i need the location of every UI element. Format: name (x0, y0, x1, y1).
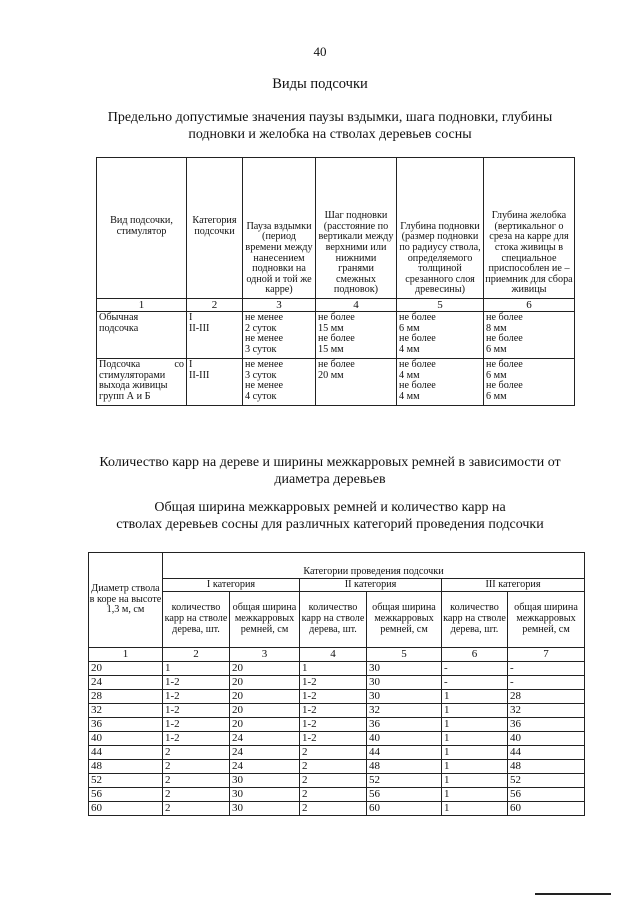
tapping-type-text: выхода живицы (99, 380, 168, 392)
header-category-1: I категория (163, 579, 300, 592)
value-cell: 24 (230, 760, 300, 774)
value-cell: 52 (367, 774, 442, 788)
value-cell: 32 (508, 704, 585, 718)
value-cell: 1-2 (300, 718, 367, 732)
value-cell: 60 (508, 802, 585, 816)
tapping-type-cell (97, 359, 187, 406)
depth-cell (397, 359, 484, 406)
col-number: 3 (230, 648, 300, 662)
category-value: II-III (189, 322, 210, 334)
tapping-type-text: Обычная (99, 312, 139, 323)
value-cell: 1 (442, 746, 508, 760)
table-row (89, 760, 585, 774)
value-cell: 20 (230, 690, 300, 704)
tapping-type-text: групп А и Б (99, 390, 151, 402)
value-cell: 60 (367, 802, 442, 816)
value-cell: 30 (367, 690, 442, 704)
step-value: 15 мм (318, 322, 344, 334)
value-cell: 1 (442, 704, 508, 718)
table-row (89, 704, 585, 718)
header-step: Шаг подновки (расстояние по вертикали между верхними или нижними гранями смежных подновок) (316, 158, 397, 299)
header-type: Вид подсочки, стимулятор (97, 158, 187, 299)
pause-value: 2 суток (245, 322, 277, 334)
header-carre-count: количество карр на стволе дерева, шт. (300, 592, 367, 648)
value-cell: 2 (163, 760, 230, 774)
col-number: 2 (163, 648, 230, 662)
header-pause: Пауза вздымки (период времени между нанесением подновки на одной и той же карре) (243, 158, 316, 299)
depth-value: не более (399, 380, 436, 392)
diameter-cell: 44 (89, 746, 163, 760)
pause-value: не менее (245, 359, 283, 370)
table2-title-line2: стволах деревьев сосны для различных категорий проведения подсочки (116, 517, 544, 532)
pause-value: 3 суток (245, 369, 277, 381)
diameter-cell: 36 (89, 718, 163, 732)
table2-body (89, 648, 585, 816)
value-cell: 1 (442, 690, 508, 704)
diameter-cell: 20 (89, 662, 163, 676)
table-row (97, 359, 575, 406)
step-value: 20 мм (318, 369, 344, 381)
value-cell: 1 (442, 788, 508, 802)
value-cell: 2 (163, 802, 230, 816)
table2-number-row (89, 648, 585, 662)
diameter-cell: 56 (89, 788, 163, 802)
table-row (89, 788, 585, 802)
value-cell: 30 (230, 788, 300, 802)
value-cell: 44 (508, 746, 585, 760)
step-value: не более (318, 359, 355, 370)
value-cell: 20 (230, 704, 300, 718)
col-number: 7 (508, 648, 585, 662)
table-row (89, 676, 585, 690)
col-number: 1 (89, 648, 163, 662)
col-number: 4 (300, 648, 367, 662)
value-cell: 44 (367, 746, 442, 760)
table1-header-row (97, 158, 575, 299)
diameter-cell: 48 (89, 760, 163, 774)
diameter-cell: 52 (89, 774, 163, 788)
col-number: 4 (316, 299, 397, 312)
step-value: не более (318, 312, 355, 323)
value-cell: 52 (508, 774, 585, 788)
value-cell: 1 (442, 802, 508, 816)
category-value: II-III (189, 369, 210, 381)
value-cell: 32 (367, 704, 442, 718)
tapping-limits-table (96, 157, 575, 406)
value-cell: 56 (367, 788, 442, 802)
value-cell: 28 (508, 690, 585, 704)
depth-value: не более (399, 359, 436, 370)
col-number: 1 (97, 299, 187, 312)
step-value: 15 мм (318, 343, 344, 355)
value-cell: 2 (163, 788, 230, 802)
depth-value: не более (399, 312, 436, 323)
step-cell (316, 312, 397, 359)
value-cell: 1 (442, 774, 508, 788)
category-cell (187, 312, 243, 359)
depth-value: 4 мм (399, 390, 420, 402)
header-strip-width: общая ширина межкарровых ремней, см (230, 592, 300, 648)
value-cell: 1-2 (163, 704, 230, 718)
step-value: не более (318, 333, 355, 345)
table2-category-row (89, 579, 585, 592)
value-cell: - (442, 662, 508, 676)
value-cell: 1-2 (300, 732, 367, 746)
page-heading: Виды подсочки (272, 76, 368, 92)
value-cell: 1-2 (300, 690, 367, 704)
value-cell: 40 (367, 732, 442, 746)
value-cell: 30 (367, 676, 442, 690)
diameter-cell: 24 (89, 676, 163, 690)
value-cell: 30 (230, 802, 300, 816)
table-row (89, 746, 585, 760)
header-carre-count: количество карр на стволе дерева, шт. (163, 592, 230, 648)
value-cell: 1-2 (163, 718, 230, 732)
col-number: 6 (484, 299, 575, 312)
value-cell: - (442, 676, 508, 690)
carres-by-diameter-table (88, 552, 585, 816)
header-category: Категория подсочки (187, 158, 243, 299)
value-cell: 2 (300, 802, 367, 816)
groove-value: 8 мм (486, 322, 507, 334)
value-cell: 2 (300, 746, 367, 760)
tapping-type-text: стимуляторами (99, 369, 166, 381)
value-cell: 20 (230, 676, 300, 690)
table1-number-row (97, 299, 575, 312)
value-cell: 36 (508, 718, 585, 732)
tapping-type-cell (97, 312, 187, 359)
pause-value: не менее (245, 333, 283, 345)
diameter-cell: 60 (89, 802, 163, 816)
groove-value: 6 мм (486, 369, 507, 381)
groove-value: не более (486, 312, 523, 323)
value-cell: 1 (442, 732, 508, 746)
groove-value: не более (486, 359, 523, 370)
table2-title-line1: Общая ширина межкарровых ремней и количество карр на (154, 500, 506, 515)
table-row (89, 662, 585, 676)
value-cell: 1-2 (163, 732, 230, 746)
tapping-type-text: Подсочка со (99, 359, 184, 370)
header-category-3: III категория (442, 579, 585, 592)
table1-title-line1: Предельно допустимые значения паузы вздымки, шага подновки, глубины (107, 110, 553, 125)
col-number: 5 (397, 299, 484, 312)
depth-cell (397, 312, 484, 359)
value-cell: 1-2 (163, 676, 230, 690)
header-depth: Глубина подновки (размер подновки по радиусу ствола, определяемого толщиной срезанного слоя древесины) (397, 158, 484, 299)
col-number: 3 (243, 299, 316, 312)
header-categories: Категории проведения подсочки (163, 553, 585, 579)
value-cell: 1 (300, 662, 367, 676)
value-cell: 40 (508, 732, 585, 746)
col-number: 2 (187, 299, 243, 312)
table-row (89, 774, 585, 788)
value-cell: 1-2 (163, 690, 230, 704)
header-category-2: II категория (300, 579, 442, 592)
footer-rule (535, 893, 611, 895)
value-cell: 30 (230, 774, 300, 788)
header-carre-count: количество карр на стволе дерева, шт. (442, 592, 508, 648)
value-cell: 1-2 (300, 704, 367, 718)
value-cell: 1-2 (300, 676, 367, 690)
diameter-cell: 28 (89, 690, 163, 704)
pause-value: не менее (245, 312, 283, 323)
value-cell: - (508, 662, 585, 676)
col-number: 5 (367, 648, 442, 662)
groove-value: 6 мм (486, 390, 507, 402)
pause-cell (243, 359, 316, 406)
table2-subheader-row (89, 592, 585, 648)
header-strip-width: общая ширина межкарровых ремней, см (367, 592, 442, 648)
groove-cell (484, 312, 575, 359)
depth-value: не более (399, 333, 436, 345)
groove-cell (484, 359, 575, 406)
value-cell: 2 (163, 746, 230, 760)
pause-value: 4 суток (245, 390, 277, 402)
header-groove: Глубина желобка (вертикальног о среза на карре для стока живицы в специальное приспособлен ие –приемник для сбора живицы (484, 158, 575, 299)
page-number: 40 (313, 44, 327, 59)
category-value: I (189, 359, 193, 370)
pause-value: 3 суток (245, 343, 277, 355)
diameter-cell: 40 (89, 732, 163, 746)
section2-heading-line2: диаметра деревьев (274, 472, 386, 487)
value-cell: 24 (230, 746, 300, 760)
value-cell: 2 (163, 774, 230, 788)
table-row (89, 802, 585, 816)
header-strip-width: общая ширина межкарровых ремней, см (508, 592, 585, 648)
value-cell: 36 (367, 718, 442, 732)
table1-title-line2: подновки и желобка на стволах деревьев сосны (188, 127, 472, 142)
groove-value: 6 мм (486, 343, 507, 355)
col-number: 6 (442, 648, 508, 662)
groove-value: не более (486, 333, 523, 345)
table2-header-row (89, 553, 585, 579)
value-cell: 2 (300, 760, 367, 774)
step-cell (316, 359, 397, 406)
diameter-cell: 32 (89, 704, 163, 718)
pause-cell (243, 312, 316, 359)
header-diameter: Диаметр ствола в коре на высоте 1,3 м, см (89, 553, 163, 648)
value-cell: 24 (230, 732, 300, 746)
depth-value: 4 мм (399, 343, 420, 355)
category-value: I (189, 312, 193, 323)
value-cell: 20 (230, 718, 300, 732)
table-row (89, 732, 585, 746)
groove-value: не более (486, 380, 523, 392)
value-cell: 1 (163, 662, 230, 676)
depth-value: 4 мм (399, 369, 420, 381)
depth-value: 6 мм (399, 322, 420, 334)
category-cell (187, 359, 243, 406)
tapping-type-text: подсочка (99, 322, 139, 334)
value-cell: - (508, 676, 585, 690)
section2-heading-line1: Количество карр на дереве и ширины межкарровых ремней в зависимости от (99, 455, 561, 470)
value-cell: 2 (300, 788, 367, 802)
value-cell: 2 (300, 774, 367, 788)
value-cell: 30 (367, 662, 442, 676)
value-cell: 56 (508, 788, 585, 802)
value-cell: 1 (442, 718, 508, 732)
value-cell: 48 (367, 760, 442, 774)
table-row (89, 690, 585, 704)
table-row (89, 718, 585, 732)
table-row (97, 312, 575, 359)
pause-value: не менее (245, 380, 283, 392)
value-cell: 20 (230, 662, 300, 676)
value-cell: 48 (508, 760, 585, 774)
value-cell: 1 (442, 760, 508, 774)
